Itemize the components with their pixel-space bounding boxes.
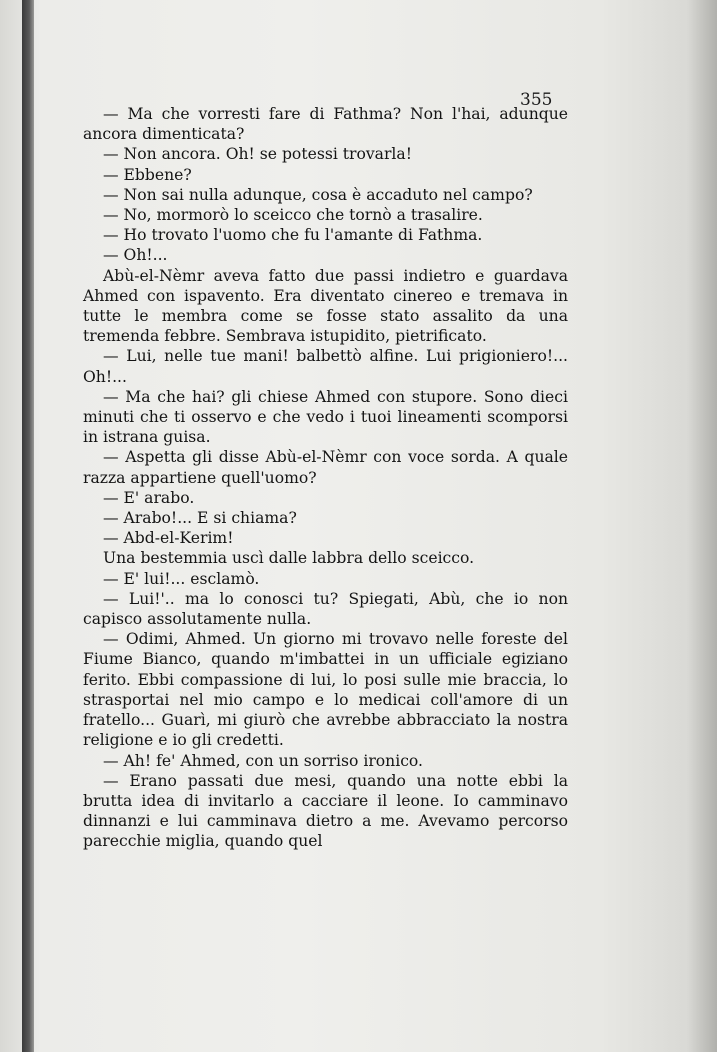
paragraph: Abù-el-Nèmr aveva fatto due passi indietro e guardava Ahmed con ispavento. Era diventato cinereo e tremava in tutte le membra come se fosse stato assalito da una tremenda febbre. Sembrava istupidito, pietrificato. [83, 266, 568, 346]
paragraph: — Abd-el-Kerim! [103, 529, 234, 548]
paragraph: — Odimi, Ahmed. Un giorno mi trovavo nelle foreste del Fiume Bianco, quando m'imbattei in un ufficiale egiziano ferito. Ebbi compassione di lui, lo posi sulle mie braccia, lo strasportai nel mio campo e lo medicai coll'amore di un fratello... Guarì, mi giurò che avrebbe abbracciato la nostra religione e io gli credetti. [83, 630, 568, 750]
paragraph: — E' lui!... esclamò. [103, 569, 260, 588]
paragraph: — No, mormorò lo sceicco che tornò a trasalire. [103, 206, 483, 225]
page-edge-shadow [687, 0, 717, 1052]
paragraph: — Ma che vorresti fare di Fathma? Non l'hai, adunque ancora dimenticata? [83, 105, 568, 144]
body-text [83, 104, 568, 852]
paragraph: — Oh!... [103, 246, 168, 265]
page-number: 355 [520, 90, 553, 110]
paragraph: — Ebbene? [103, 165, 192, 184]
paragraph: — Aspetta gli disse Abù-el-Nèmr con voce sorda. A quale razza appartiene quell'uomo? [83, 448, 568, 487]
paragraph: — Lui, nelle tue mani! balbettò alfine. Lui prigioniero!... Oh!... [83, 347, 568, 386]
paragraph: — Lui!'.. ma lo conosci tu? Spiegati, Abù, che io non capisco assolutamente nulla. [83, 589, 568, 629]
paragraph: — Ah! fe' Ahmed, con un sorriso ironico. [103, 751, 423, 770]
book-spine-shadow [22, 0, 34, 1052]
paragraph: — Non ancora. Oh! se potessi trovarla! [103, 145, 412, 164]
paragraph: Una bestemmia uscì dalle labbra dello sceicco. [103, 549, 475, 568]
paragraph: — Erano passati due mesi, quando una notte ebbi la brutta idea di invitarlo a cacciare il leone. Io camminavo dinnanzi e lui camminava dietro a me. Avevamo percorso parecchie miglia, quando quel [83, 771, 568, 851]
paragraph: — Ho trovato l'uomo che fu l'amante di Fathma. [103, 226, 483, 245]
paragraph: — E' arabo. [103, 488, 195, 507]
paragraph: — Arabo!... E si chiama? [103, 509, 297, 528]
paragraph: — Ma che hai? gli chiese Ahmed con stupore. Sono dieci minuti che ti osservo e che vedo i tuoi lineamenti scomporsi in istrana guisa. [83, 387, 568, 447]
paragraph: — Non sai nulla adunque, cosa è accaduto nel campo? [103, 185, 533, 204]
